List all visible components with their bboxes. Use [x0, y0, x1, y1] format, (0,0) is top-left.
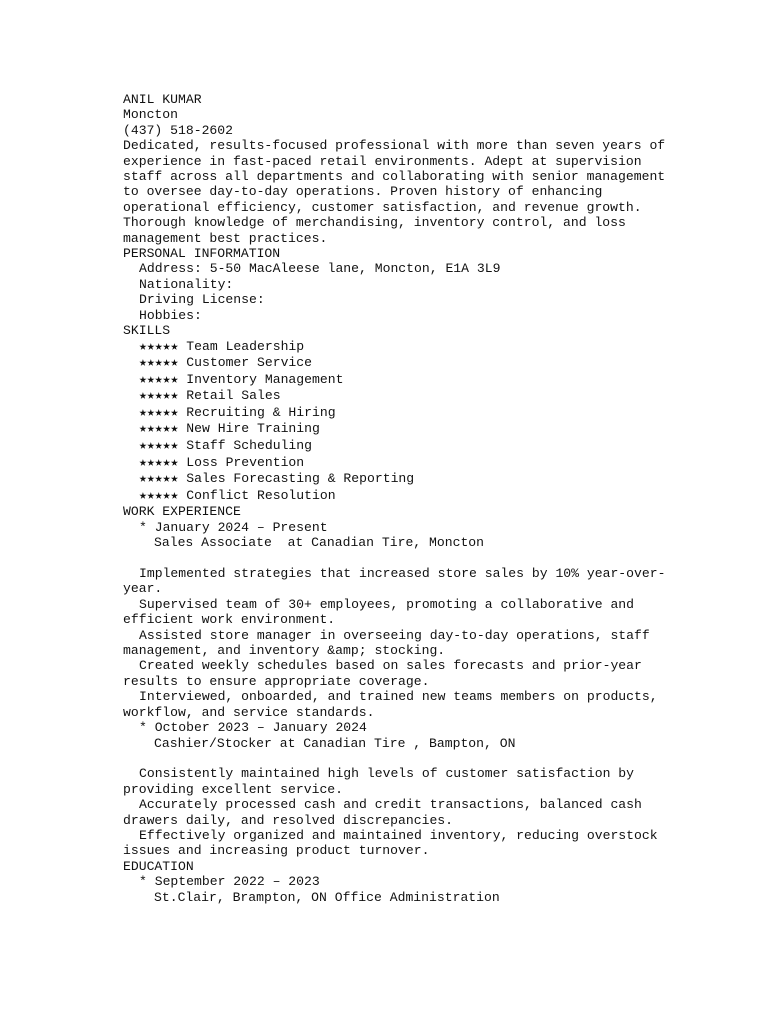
skill-item: [123, 488, 683, 505]
skill-label: Team Leadership: [186, 338, 305, 354]
education-dates: * September 2022 – 2023: [139, 874, 320, 890]
summary-paragraph: Dedicated, results-focused professional with more than seven years of experience in fast-paced retail environments. Adept at supervision staff across all departments and collaborating with senior management to oversee day-to-day operations. Proven history of enhancing operational efficiency, customer satisfaction, and revenue growth. Thorough knowledge of merchandising, inventory control, and loss management best practices.: [123, 138, 674, 246]
candidate-city: Moncton: [123, 107, 179, 123]
personal-info-heading: PERSONAL INFORMATION: [123, 246, 281, 262]
job-bullet: Assisted store manager in overseeing day-to-day operations, staff management, and inventory &amp; stocking.: [123, 627, 658, 659]
job-dates: * January 2024 – Present: [139, 519, 328, 535]
job-entry: [123, 520, 683, 720]
skill-label: Inventory Management: [186, 371, 344, 387]
skill-label: Loss Prevention: [186, 454, 305, 470]
resume-document: [123, 92, 683, 905]
star-rating-icon: ★★★★★: [139, 371, 179, 387]
star-rating-icon: ★★★★★: [139, 338, 179, 354]
star-rating-icon: ★★★★★: [139, 388, 179, 404]
skills-heading: SKILLS: [123, 323, 171, 339]
job-bullet: Accurately processed cash and credit transactions, balanced cash drawers daily, and resolved discrepancies.: [123, 797, 650, 828]
star-rating-icon: ★★★★★: [139, 438, 179, 454]
skill-label: New Hire Training: [186, 421, 320, 437]
skills-list: [123, 339, 683, 505]
skill-item: [123, 339, 683, 356]
job-entry: [123, 720, 683, 859]
skill-item: [123, 438, 683, 455]
education-school: St.Clair, Brampton, ON Office Administration: [154, 889, 500, 905]
star-rating-icon: ★★★★★: [139, 404, 179, 420]
job-bullet: Effectively organized and maintained inventory, reducing overstock issues and increasing product turnover.: [123, 827, 666, 859]
skill-label: Conflict Resolution: [186, 487, 336, 503]
skill-item: [123, 421, 683, 438]
star-rating-icon: ★★★★★: [139, 355, 179, 371]
skill-label: Staff Scheduling: [186, 438, 313, 454]
job-dates: * October 2023 – January 2024: [139, 720, 367, 736]
spacer: [123, 551, 683, 566]
spacer: [123, 751, 683, 766]
candidate-name: ANIL KUMAR: [123, 92, 202, 107]
job-title: Sales Associate at Canadian Tire, Moncton: [154, 535, 485, 551]
nationality-line: Nationality:: [139, 276, 234, 292]
star-rating-icon: ★★★★★: [139, 471, 179, 487]
driving-license-line: Driving License:: [139, 292, 265, 308]
skill-item: [123, 388, 683, 405]
skill-label: Sales Forecasting & Reporting: [186, 471, 415, 487]
candidate-phone: (437) 518-2602: [123, 122, 234, 138]
star-rating-icon: ★★★★★: [139, 421, 179, 437]
job-bullet: Created weekly schedules based on sales forecasts and prior-year results to ensure appropriate coverage.: [123, 658, 650, 689]
skill-item: [123, 471, 683, 488]
work-experience-heading: WORK EXPERIENCE: [123, 504, 241, 520]
job-bullet: Implemented strategies that increased store sales by 10% year-over-year.: [123, 566, 666, 597]
job-title: Cashier/Stocker at Canadian Tire , Bampton, ON: [154, 735, 516, 751]
address-line: Address: 5-50 MacAleese lane, Moncton, E1A 3L9: [139, 261, 501, 277]
job-bullet: Consistently maintained high levels of customer satisfaction by providing excellent service.: [123, 766, 642, 797]
skill-item: [123, 355, 683, 372]
skill-label: Retail Sales: [186, 388, 281, 404]
skill-item: [123, 455, 683, 472]
skill-label: Recruiting & Hiring: [186, 404, 336, 420]
star-rating-icon: ★★★★★: [139, 487, 179, 503]
star-rating-icon: ★★★★★: [139, 454, 179, 470]
skill-item: [123, 405, 683, 422]
education-heading: EDUCATION: [123, 858, 194, 874]
hobbies-line: Hobbies:: [139, 307, 202, 323]
job-bullet: Supervised team of 30+ employees, promoting a collaborative and efficient work environment.: [123, 596, 642, 628]
skill-label: Customer Service: [186, 355, 313, 371]
job-bullet: Interviewed, onboarded, and trained new teams members on products, workflow, and service standards.: [123, 689, 666, 720]
skill-item: [123, 372, 683, 389]
